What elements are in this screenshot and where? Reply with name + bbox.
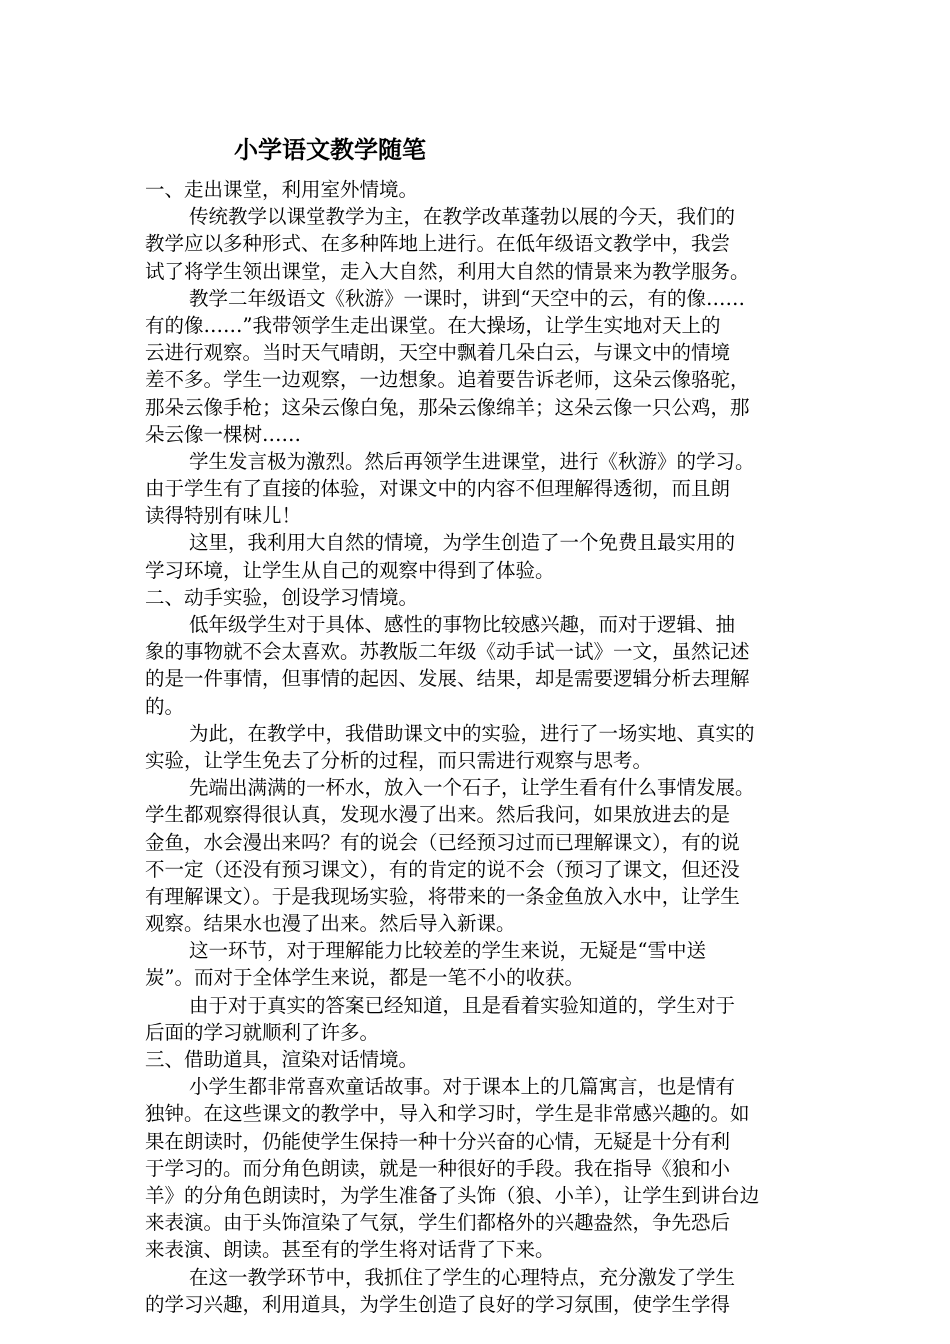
text-line: 于学习的。而分角色朗读，就是一种很好的手段。我在指导《狼和小 — [145, 1156, 731, 1180]
text-line: 这一环节，对于理解能力比较差的学生来说，无疑是“雪中送 — [189, 939, 706, 963]
text-line: 朵云像一棵树…… — [145, 422, 302, 446]
text-line: 那朵云像手枪；这朵云像白兔，那朵云像绵羊；这朵云像一只公鸡，那 — [145, 395, 750, 419]
text-line: 实验，让学生免去了分析的过程，而只需进行观察与思考。 — [145, 748, 653, 772]
text-line: 象的事物就不会太喜欢。苏教版二年级《动手试一试》一文，虽然记述 — [145, 640, 750, 664]
text-line: 的是一件事情，但事情的起因、发展、结果，却是需要逻辑分析去理解 — [145, 667, 750, 691]
text-line: 教学应以多种形式、在多种阵地上进行。在低年级语文教学中，我尝 — [145, 232, 731, 256]
document-body — [145, 176, 813, 1318]
text-line: 一、走出课堂，利用室外情境。 — [145, 178, 419, 201]
text-line: 有理解课文）。于是我现场实验，将带来的一条金鱼放入水中，让学生 — [145, 884, 740, 908]
text-line: 果在朗读时，仍能使学生保持一种十分兴奋的心情，无疑是十分有利 — [145, 1129, 731, 1153]
text-line: 后面的学习就顺利了许多。 — [145, 1020, 380, 1044]
text-line: 来表演。由于头饰渲染了气氛，学生们都格外的兴趣盎然，争先恐后 — [145, 1211, 731, 1235]
text-line: 学习环境，让学生从自己的观察中得到了体验。 — [145, 558, 555, 582]
text-line: 由于学生有了直接的体验，对课文中的内容不但理解得透彻，而且朗 — [145, 477, 731, 501]
text-line: 先端出满满的一杯水，放入一个石子，让学生看有什么事情发展。 — [189, 776, 755, 800]
text-line: 为此，在教学中，我借助课文中的实验，进行了一场实地、真实的 — [189, 721, 755, 745]
text-line: 有的像……”我带领学生走出课堂。在大操场，让学生实地对天上的 — [145, 313, 721, 337]
text-line: 在这一教学环节中，我抓住了学生的心理特点，充分激发了学生 — [189, 1265, 736, 1289]
text-line: 金鱼，水会漫出来吗？有的说会（已经预习过而已理解课文），有的说 — [145, 830, 740, 854]
text-line: 羊》的分角色朗读时，为学生准备了头饰（狼、小羊），让学生到讲台边 — [145, 1183, 760, 1207]
text-line: 不一定（还没有预习课文），有的肯定的说不会（预习了课文，但还没 — [145, 857, 740, 881]
text-line: 炭”。而对于全体学生来说，都是一笔不小的收获。 — [145, 966, 584, 990]
text-line: 的学习兴趣，利用道具，为学生创造了良好的学习氛围，使学生学得 — [145, 1292, 731, 1316]
text-line: 低年级学生对于具体、感性的事物比较感兴趣，而对于逻辑、抽 — [189, 613, 736, 636]
text-line: 这里，我利用大自然的情境，为学生创造了一个免费且最实用的 — [189, 531, 736, 555]
text-line: 传统教学以课堂教学为主，在教学改革蓬勃以展的今天，我们的 — [189, 205, 736, 229]
text-line: 的。 — [145, 694, 185, 718]
text-line: 三、借助道具，渲染对话情境。 — [145, 1048, 419, 1071]
document-title: 小学语文教学随笔 — [234, 135, 426, 164]
text-line: 学生发言极为激烈。然后再领学生进课堂，进行《秋游》的学习。 — [189, 449, 755, 473]
text-line: 来表演、朗读。甚至有的学生将对话背了下来。 — [145, 1238, 555, 1262]
text-line: 云进行观察。当时天气晴朗，天空中飘着几朵白云，与课文中的情境 — [145, 341, 731, 365]
text-line: 试了将学生领出课堂，走入大自然，利用大自然的情景来为教学服务。 — [145, 259, 750, 283]
text-line: 读得特别有味儿！ — [145, 504, 302, 528]
text-line: 观察。结果水也漫了出来。然后导入新课。 — [145, 912, 516, 936]
text-line: 由于对于真实的答案已经知道，且是看着实验知道的，学生对于 — [189, 993, 736, 1017]
text-line: 独钟。在这些课文的教学中，导入和学习时，学生是非常感兴趣的。如 — [145, 1102, 750, 1126]
text-line: 差不多。学生一边观察，一边想象。追着要告诉老师，这朵云像骆驼， — [145, 368, 750, 392]
text-line: 教学二年级语文《秋游》一课时，讲到“天空中的云，有的像…… — [189, 286, 745, 310]
text-line: 二、动手实验，创设学习情境。 — [145, 585, 419, 609]
text-line: 学生都观察得很认真，发现水漫了出来。然后我问，如果放进去的是 — [145, 803, 731, 827]
text-line: 小学生都非常喜欢童话故事。对于课本上的几篇寓言，也是情有 — [189, 1075, 736, 1099]
